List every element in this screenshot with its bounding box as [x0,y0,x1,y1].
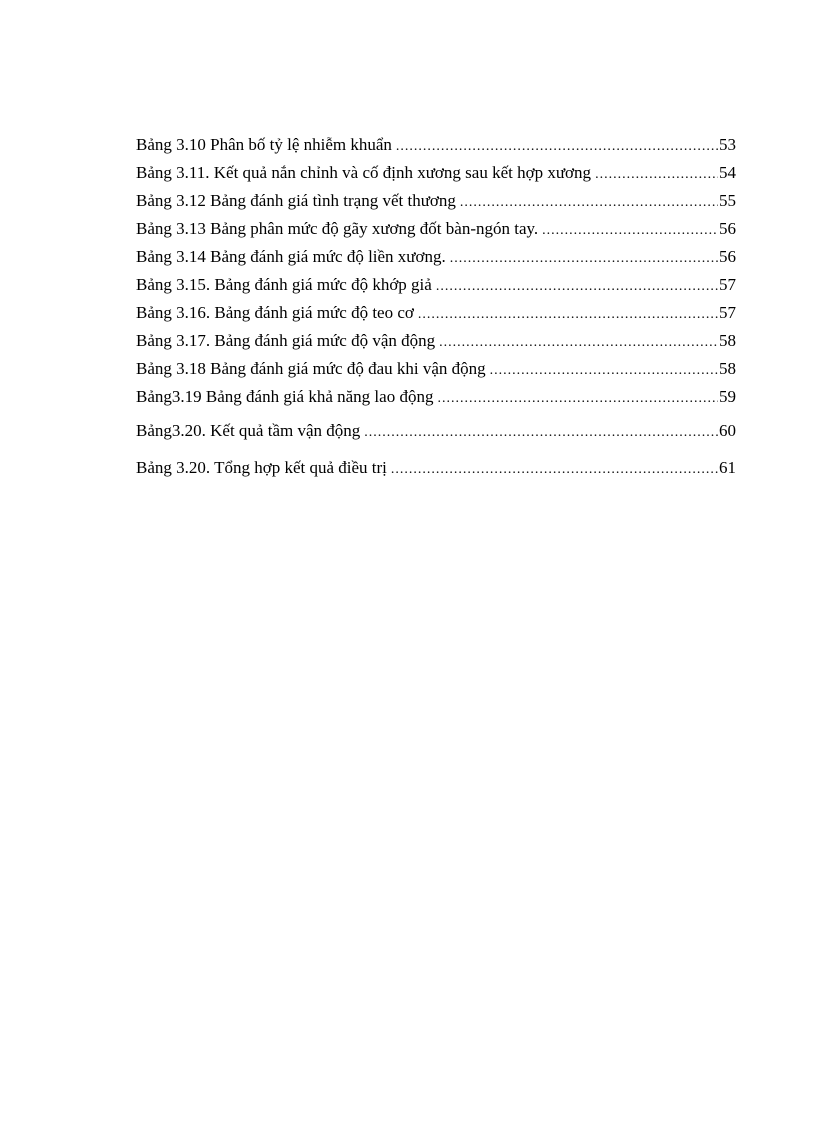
dot-leader [437,385,718,413]
toc-entry-label: Bảng 3.11. Kết quả nắn chỉnh và cố định xương sau kết hợp xương [136,163,592,182]
toc-entry-3-14[interactable] [136,243,736,271]
toc-entry-label: Bảng 3.12 Bảng đánh giá tình trạng vết thương [136,191,456,210]
toc-entry-label: Bảng 3.18 Bảng đánh giá mức độ đau khi vận động [136,359,486,378]
toc-entry-3-16[interactable] [136,299,736,327]
toc-entry-page: 61 [719,458,736,477]
toc-entry-label: Bảng 3.13 Bảng phân mức độ gãy xương đốt bàn-ngón tay. [136,219,539,238]
toc-entry-page: 58 [719,359,736,378]
toc-entry-3-20-range-of-motion[interactable] [136,417,736,448]
toc-entry-label: Bảng 3.17. Bảng đánh giá mức độ vận động [136,331,436,350]
toc-entry-label: Bảng 3.15. Bảng đánh giá mức độ khớp giả [136,275,432,294]
toc-entry-page: 58 [719,331,736,350]
toc-entry-3-19[interactable] [136,383,736,411]
toc-entry-3-15[interactable] [136,271,736,299]
toc-entry-3-18[interactable] [136,355,736,383]
toc-entry-3-10[interactable] [136,131,736,159]
toc-entry-label: Bảng 3.14 Bảng đánh giá mức độ liền xương. [136,247,446,266]
toc-entry-page: 54 [719,163,736,182]
toc-entry-page: 56 [719,219,736,238]
toc-entry-label: Bảng3.20. Kết quả tầm vận động [136,421,361,440]
toc-entry-3-11[interactable] [136,159,736,187]
dot-leader [439,329,718,357]
toc-entry-page: 53 [719,135,736,154]
toc-entry-3-17[interactable] [136,327,736,355]
toc-entry-page: 57 [719,303,736,322]
toc-entry-page: 59 [719,387,736,406]
toc-entry-page: 56 [719,247,736,266]
dot-leader [418,301,718,329]
toc-entry-page: 55 [719,191,736,210]
dot-leader [391,456,718,484]
toc-entry-label: Bảng 3.10 Phân bố tỷ lệ nhiễm khuẩn [136,135,392,154]
dot-leader [460,189,718,217]
dot-leader [364,419,718,447]
toc-entry-page: 57 [719,275,736,294]
dot-leader [436,273,718,301]
toc-entry-3-13[interactable] [136,215,736,243]
toc-entry-3-20-treatment-summary[interactable] [136,454,736,485]
dot-leader [542,217,718,245]
dot-leader [450,245,718,273]
dot-leader [490,357,718,385]
toc-entry-label: Bảng 3.16. Bảng đánh giá mức độ teo cơ [136,303,414,322]
toc-entry-page: 60 [719,421,736,440]
toc-entry-label: Bảng3.19 Bảng đánh giá khả năng lao động [136,387,434,406]
dot-leader [595,161,718,189]
toc-entry-3-12[interactable] [136,187,736,215]
dot-leader [396,133,718,161]
table-of-tables [136,131,736,485]
toc-entry-label: Bảng 3.20. Tổng hợp kết quả điều trị [136,458,387,477]
